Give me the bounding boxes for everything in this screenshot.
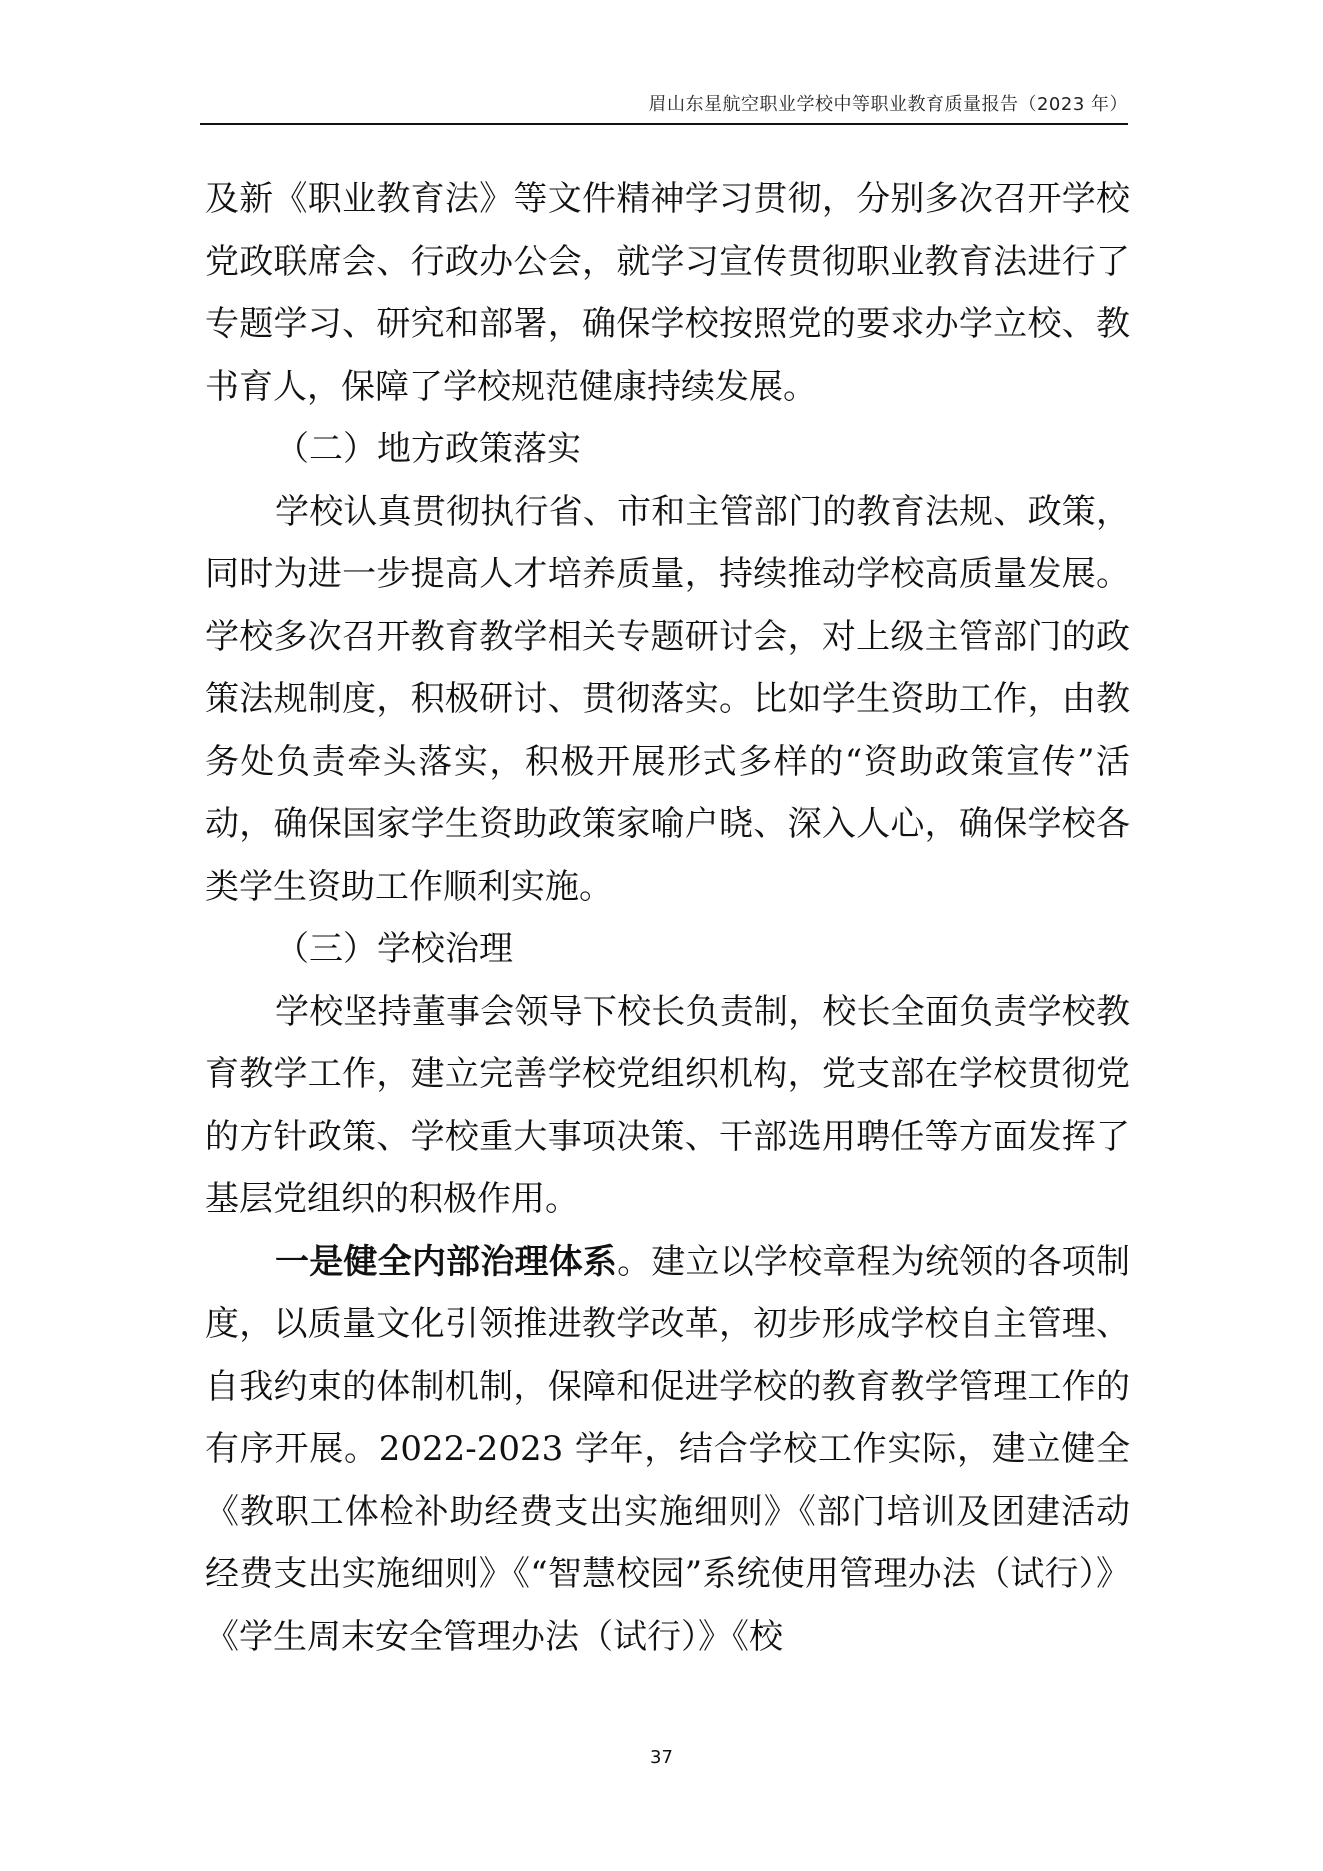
running-header: 眉山东星航空职业学校中等职业教育质量报告（2023 年） (648, 94, 1128, 115)
paragraph-4-text: 。建立以学校章程为统领的各项制度，以质量文化引领推进教学改革，初步形成学校自主管理、 自我约束的体制机制，保障和促进学校的教育教学管理工作的有序开展。2022-2023 学年，结合学校工作实际，建立健全《教职工体检补助经费支出实施细则》《部门培训及团建活动经费支出实施细则》《“智慧校园”系统使用管理办法（试行）》《学生周末安全管理办法（试行）》《校 (205, 1241, 1131, 1657)
page-number: 37 (650, 1747, 673, 1768)
paragraph-2: 学校认真贯彻执行省、市和主管部门的教育法规、政策，同时为进一步提高人才培养质量，持续推动学校高质量发展。学校多次召开教育教学相关专题研讨会，对上级主管部门的政策法规制度，积极研讨、贯彻落实。比如学生资助工作，由教务处负责牵头落实，积极开展形式多样的“资助政策宣传”活动，确保国家学生资助政策家喻户晓、深入人心，确保学校各类学生资助工作顺利实施。 (205, 491, 1130, 907)
page-body (205, 168, 1130, 1668)
section-heading-local-policy: （二）地方政策落实 (275, 429, 581, 469)
paragraph-1: 及新《职业教育法》等文件精神学习贯彻，分别多次召开学校党政联席会、行政办公会，就学习宣传贯彻职业教育法进行了专题学习、研究和部署，确保学校按照党的要求办学立校、教书育人，保障了学校规范健康持续发展。 (205, 179, 1130, 407)
header-rule (200, 123, 1128, 125)
paragraph-4 (205, 1231, 1130, 1669)
paragraph-4-lead: 一是健全内部治理体系 (275, 1241, 618, 1282)
section-heading-school-governance: （三）学校治理 (275, 929, 513, 969)
paragraph-3: 学校坚持董事会领导下校长负责制，校长全面负责学校教育教学工作，建立完善学校党组织机构，党支部在学校贯彻党的方针政策、学校重大事项决策、干部选用聘任等方面发挥了基层党组织的积极作用。 (205, 991, 1130, 1219)
